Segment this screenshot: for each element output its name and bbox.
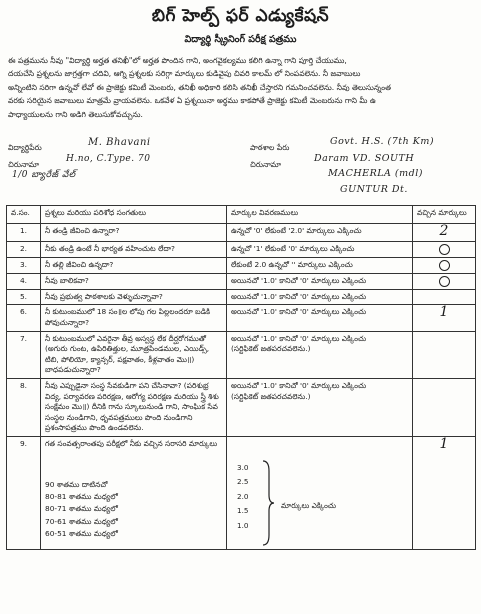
question-text: నీ కుటుంబములో 18 సం॥ల లోపు గల పిల్లలందరూ బడికి పోవుచున్నారా?: [41, 305, 227, 331]
gpa-scale-item: 2.0: [237, 491, 249, 501]
score-value: 2: [439, 223, 449, 239]
instruction-line: దయచేసి ప్రశ్నలను జాగ్రత్తగా చదివి, ఆగ్ని ప్రశ్నలకు సరిగ్గా మార్కులు కుడివైపు చివరి కాలమ్ లో నింపవలెను. నీ జవాబులు: [8, 69, 361, 79]
score-cell[interactable]: [413, 241, 476, 257]
school-address-value[interactable]: Daram VD. SOUTH: [314, 153, 415, 164]
school-name-value[interactable]: Govt. H.S. (7th Km): [330, 136, 435, 147]
table-row: [7, 224, 476, 242]
gpa-scale-item: 1.0: [237, 520, 249, 530]
form-title: బిగ్ హెల్ప్ ఫర్ ఎడ్యుకేషన్: [151, 6, 330, 26]
instructions-paragraph: [8, 54, 476, 121]
screening-questions-table: [6, 205, 476, 550]
score-cell[interactable]: [413, 305, 476, 331]
score-cell[interactable]: [413, 257, 476, 273]
question-text: నీవు ఎప్పుడైనా సంస్థ సేవకుడిగా పని చేసినావా? (పరిశుభ్ర విద్య, పర్యావరణ పరిరక్షణ, ఆరోగ్య పరిరక్షణ మరియు స్త్రీ శిశు సంక్షేమం మొ॥) దీనికి గాను స్కూలునుండి గాని, సాంఘిక సేవ సంస్థల నుండిగాని, ధృవపత్రములు పొంది నుండిగాని ప్రశంసాపత్రము పొంది ఉండవలెను.: [41, 379, 227, 437]
gpa-range-item: 80-71 శాతము మధ్యలో: [45, 504, 118, 514]
zero-mark-icon: [439, 260, 450, 271]
certificate-note: (సర్టిఫికెట్ జతపరచవలెను.): [231, 391, 311, 401]
marks-rule-text: అయినచో '1.0' కానిచో '0' మార్కులు ఎక్కించు: [231, 333, 367, 343]
marks-rule: [227, 379, 413, 437]
score-cell[interactable]: [413, 331, 476, 378]
school-address-value-2[interactable]: MACHERLA (mdl): [328, 168, 423, 179]
row-number: 2.: [7, 241, 41, 257]
question-text: నీవు బాలికవా?: [41, 273, 227, 289]
score-cell[interactable]: [413, 289, 476, 305]
instruction-line: పాధ్యాయులను గాని అడిగి తెలుసుకోవచ్చును.: [8, 109, 143, 119]
score-value: 1: [439, 304, 449, 321]
question-text: నీవు ప్రభుత్వ పాఠశాలకు వెళ్ళుచున్నావా?: [41, 289, 227, 305]
marks-rule: [227, 331, 413, 378]
marks-rule: అయినచో '1.0' కానిచో '0' మార్కులు ఎక్కించు: [227, 305, 413, 331]
question-text: నీ తల్లి జీవించి ఉన్నదా?: [41, 257, 227, 273]
row-number: 6.: [7, 305, 41, 331]
score-cell[interactable]: [413, 379, 476, 437]
row-number: 4.: [7, 273, 41, 289]
table-row: [7, 273, 476, 289]
table-row: [7, 331, 476, 378]
gpa-scale-list: [237, 461, 248, 533]
score-cell[interactable]: [413, 273, 476, 289]
marks-rule: అయినచో '1.0' కానిచో '0' మార్కులు ఎక్కించు: [227, 289, 413, 305]
col-header-question: ప్రశ్నలు మరియు పరిశోధ సంగతులు: [41, 206, 227, 224]
instruction-line: ఈ పత్రమును నీవు "విద్యార్థి అర్హత తనిఖీ"లో అర్హత పొందిన గాని, అంగవైకల్యము కలిగి ఉన్నా గాని పూర్తి చేయుము,: [8, 56, 347, 65]
zero-mark-icon: [439, 244, 450, 255]
row-number: 3.: [7, 257, 41, 273]
student-name-field: [8, 143, 42, 154]
gpa-question-block: [45, 439, 222, 547]
certificate-note: (సర్టిఫికెట్ జతపరచవలెను.): [231, 344, 311, 354]
question-text: నీ తండ్రి జీవించి ఉన్నారా?: [41, 224, 227, 242]
form-subtitle: విద్యార్థి స్క్రీనింగ్ పరీక్ష పత్రము: [184, 34, 297, 45]
col-header-marks: మార్కుల వివరణములు: [227, 206, 413, 224]
marks-rule: [227, 437, 413, 550]
row-number: 7.: [7, 331, 41, 378]
question-text: [41, 437, 227, 550]
table-row: [7, 289, 476, 305]
table-row: [7, 437, 476, 550]
marks-rule: ఉన్నచో '0' లేకుంటే '2.0' మార్కులు ఎక్కించు: [227, 224, 413, 242]
school-name-field: [250, 143, 289, 154]
student-address-label: చిరునామా: [8, 160, 40, 169]
school-address-value-3[interactable]: GUNTUR Dt.: [340, 184, 408, 195]
row-number: 5.: [7, 289, 41, 305]
student-name-label: విద్యార్థిపేరు: [8, 143, 42, 152]
student-name-value[interactable]: M. Bhavani: [88, 137, 151, 148]
gpa-range-item: 70-61 శాతము మధ్యలో: [45, 516, 118, 526]
marks-rule-text: అయినచో '1.0' కానిచో '0' మార్కులు ఎక్కించు: [231, 381, 367, 391]
gpa-question-text: గత సంవత్సరాంతపు పరీక్షలో నీకు వచ్చిన సరాసరి మార్కులు: [45, 439, 218, 448]
zero-mark-icon: [439, 276, 450, 287]
gpa-scale-item: 3.0: [237, 463, 249, 472]
col-header-no: వ.సం.: [7, 206, 41, 224]
marks-rule: ఉన్నచో '1' లేకుంటే '0' మార్కులు ఎక్కించు: [227, 241, 413, 257]
gpa-scale-item: 1.5: [237, 506, 249, 516]
gpa-scale-block: [231, 439, 408, 547]
school-address-label: చిరునామా: [250, 160, 282, 169]
marks-rule: అయినచో '1.0' కానిచో '0' మార్కులు ఎక్కించు: [227, 273, 413, 289]
row-number: 1.: [7, 224, 41, 242]
marks-rule: లేకుంటే 2.0 ఉన్నచో '' మార్కులు ఎక్కించు: [227, 257, 413, 273]
table-row: [7, 305, 476, 331]
student-address-value-2[interactable]: 1/0 బ్యారేజ్ వేల్: [12, 170, 76, 180]
score-value: 1: [439, 436, 449, 452]
table-header-row: [7, 206, 476, 224]
school-address-field: [250, 160, 281, 171]
row-number: 8.: [7, 379, 41, 437]
gpa-scale-item: 2.5: [237, 477, 249, 487]
table-row: [7, 379, 476, 437]
col-header-score: వచ్చిన మార్కులు: [413, 206, 476, 224]
gpa-instruction: మార్కులు ఎక్కించు: [281, 501, 337, 510]
score-cell[interactable]: [413, 437, 476, 550]
gpa-range-item: 80-81 శాతము మధ్యలో: [45, 492, 118, 502]
instruction-line: వరకు సరియైన జవాబులు మాత్రమే వ్రాయవలెను. ఒకవేళ ఏ ప్రశ్నయినా అర్థము కాకపోతే ప్రాజెక్టు కమిటీ మెంబరును గాని మీ ఉ: [8, 96, 376, 106]
student-address-value[interactable]: H.no, C.Type. 70: [66, 154, 151, 164]
gpa-range-item: 60-51 శాతము మధ్యలో: [45, 528, 118, 538]
gpa-range-list: [45, 479, 118, 540]
question-text: నీ కుటుంబములో ఎవరైనా తీవ్ర అస్వస్థ లేక దీర్ఘరోగముతో (అగురు గుంట, ఉపిరితిత్తుల, మూత్రపిండముల, ఎయిడ్స్, టిబి, పోలియో, క్యాన్సర్, పక్షవాతం, కీళ్లవాతం మొ॥) బాధపడుచున్నారా?: [41, 331, 227, 378]
table-row: [7, 241, 476, 257]
curly-brace-icon: [261, 459, 275, 547]
school-name-label: పాఠశాల పేరు: [250, 143, 290, 152]
instruction-line: అన్నింటిని సరిగా ఉన్నవో లేవో ఈ ప్రాజెక్టు కమిటీ మెంబరు, తనిఖీ అధికారి కలిసి తనిఖీ చేస్తారని గమనించవలెను. నీవు తెలుసున్నంత: [8, 82, 392, 92]
table-row: [7, 257, 476, 273]
question-text: నీకు తండ్రి ఉంటే నీ భార్యత వహించుట లేదా?: [41, 241, 227, 257]
score-cell[interactable]: [413, 224, 476, 242]
row-number: 9.: [7, 437, 41, 550]
gpa-range-item: 90 శాతము దాటినచో: [45, 480, 108, 489]
